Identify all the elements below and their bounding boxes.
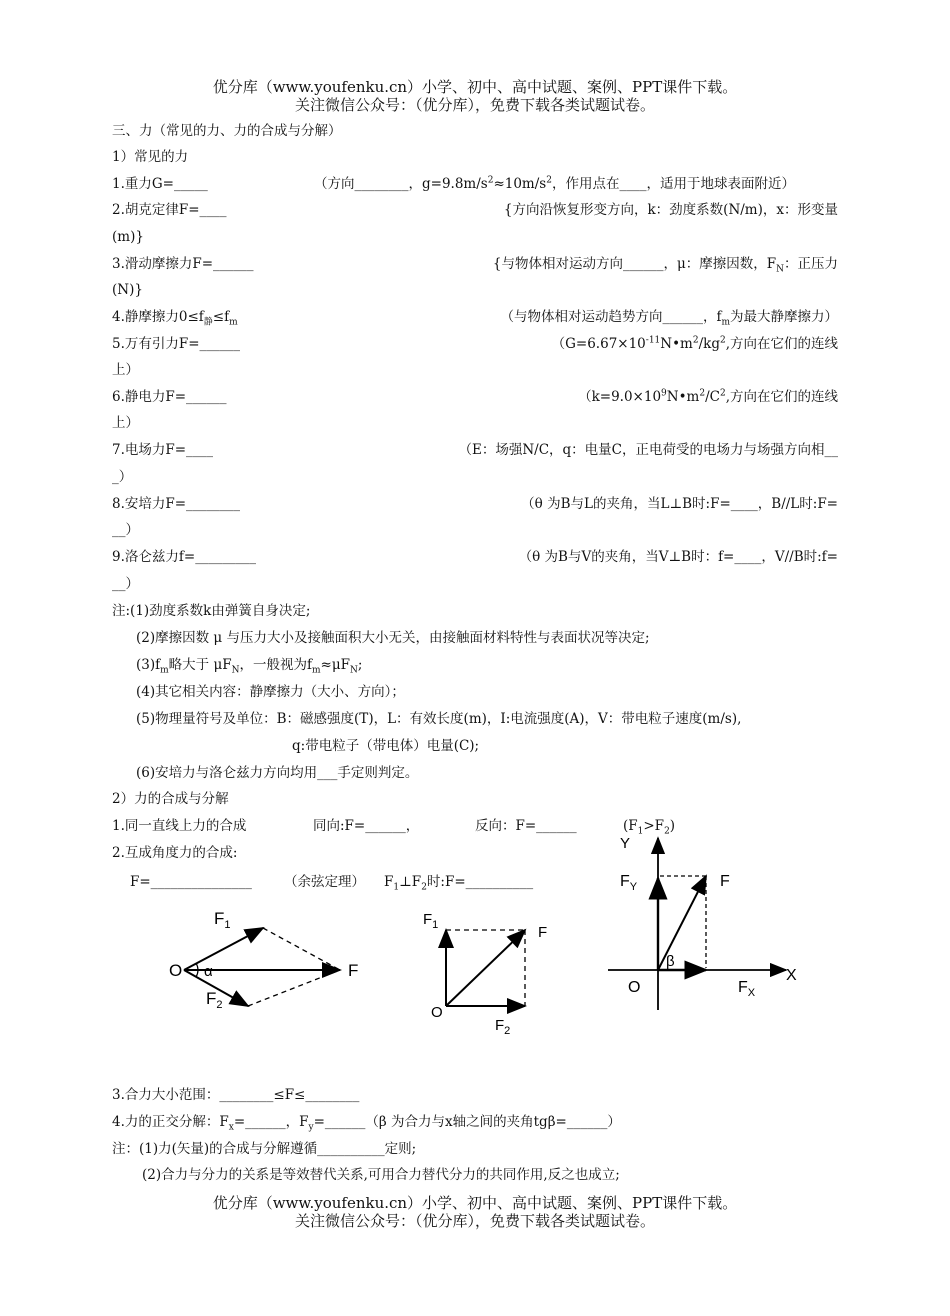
item-8-ampere-force: 8.安培力F=________ (112, 496, 241, 512)
label-y: Y (620, 835, 631, 852)
item-4-static-friction: 4.静摩擦力$0\le f_静\le f_m$ (112, 309, 238, 328)
label-f: F (538, 924, 548, 941)
note-2: (2)摩擦因数 μ 与压力大小及接触面积大小无关，由接触面材料特性与表面状况等决定; (136, 630, 650, 646)
footer-line-1: 优分库（www.youfenku.cn）小学、初中、高中试题、案例、PPT课件下载。 (212, 1194, 738, 1212)
label-f1: $F_1$ (423, 911, 439, 931)
label-fy: $F_Y$ (620, 873, 638, 893)
item-5-gravitation: 5.万有引力F=______ (112, 336, 241, 352)
comp-4-orthogonal: 4.力的正交分解：$F_x=\_\_\_\_\_\_$，$F_y=\_\_\_\_\_\_(\beta$ 为合力与x轴之间的夹角tgβ=______） (112, 1114, 621, 1133)
item-5-gravitation-detail: （$G=6.67\times 10^{-11}N•m^2/kg^2$,方向在它们的连线 (551, 335, 838, 352)
item-6-electrostatic: 6.静电力F=______ (112, 389, 227, 405)
footer-line-2: 关注微信公众号：（优分库），免费下载各类试题试卷。 (294, 1212, 655, 1230)
subsection-composition: 2）力的合成与分解 (112, 791, 229, 807)
item-8-ampere-force-detail: （θ 为B与L的夹角，当L⊥B时:F=____，B//L时:F= (521, 496, 838, 512)
item-9-lorentz-force-cont: __） (112, 576, 139, 592)
item-2-hooke-detail: {方向沿恢复形变方向，k：劲度系数(N/m)，x：形变量 (503, 202, 838, 218)
section-title: 三、力（常见的力、力的合成与分解） (112, 123, 342, 139)
label-beta: β (666, 953, 675, 970)
label-f2: $F_2$ (495, 1017, 511, 1035)
vector-f (446, 930, 525, 1006)
label-x: X (786, 967, 797, 984)
item-7-electric-field-force-detail: （E：场强N/C，q：电量C，正电荷受的电场力与场强方向相__ (458, 442, 838, 458)
item-4-static-friction-detail: （与物体相对运动趋势方向______，$f_m$为最大静摩擦力） (500, 309, 838, 328)
note-5-cont: q:带电粒子（带电体）电量(C); (292, 738, 480, 754)
item-6-electrostatic-cont: 上） (112, 415, 139, 431)
comp-1-label: 1.同一直线上力的合成 (112, 818, 247, 834)
label-f: F (720, 873, 730, 890)
item-9-lorentz-force: 9.洛仑兹力f=_________ (112, 549, 256, 565)
item-3-sliding-friction: 3.滑动摩擦力F=______ (112, 256, 254, 272)
item-9-lorentz-force-detail: （θ 为B与V的夹角，当V⊥B时：f=____，V//B时:f= (518, 549, 838, 565)
note-1: 注:(1)劲度系数k由弹簧自身决定; (112, 603, 311, 619)
subsection-common-forces: 1）常见的力 (112, 149, 189, 165)
label-fx: $F_X$ (738, 979, 756, 999)
comp-2-cosine-law: （余弦定理） (284, 874, 365, 890)
label-f1: $F_1$ (214, 909, 231, 931)
note-3: $(3)f_m$略大于 $\mu F_N$，一般视为$f_m\approx\mu F_N$; (136, 657, 363, 676)
header-line-1: 优分库（www.youfenku.cn）小学、初中、高中试题、案例、PPT课件下载。 (212, 78, 738, 96)
comp-1-same-direction: 同向:F=______， (313, 818, 420, 834)
item-2-hooke-cont: (m)} (112, 229, 144, 245)
label-o: O (431, 1004, 443, 1021)
comp-2-label: 2.互成角度力的合成: (112, 845, 238, 861)
note-6: (6)安培力与洛仑兹力方向均用___手定则判定。 (136, 765, 419, 781)
label-o: O (169, 961, 183, 980)
item-5-gravitation-cont: 上） (112, 362, 139, 378)
item-1-gravity: 1.重力G=_____ (112, 176, 208, 192)
label-o: O (628, 979, 641, 996)
diagram-orthogonal-decomposition (600, 830, 810, 1020)
item-6-electrostatic-detail: （$k=9.0\times 10^9N•m^2/C^2$,方向在它们的连线 (578, 388, 838, 405)
dashed-side-top (263, 928, 340, 970)
comp-2-perpendicular: $F_1\perp F_2$时:F=__________ (384, 874, 534, 893)
item-1-gravity-detail: （方向________，$g=9.8m/s^2\approx 10m/s^2$，作用点在____，适用于地球表面附近） (314, 175, 795, 192)
label-alpha: α (204, 963, 213, 980)
note-4: (4)其它相关内容：静摩擦力（大小、方向）； (136, 684, 405, 700)
item-8-ampere-force-cont: __） (112, 522, 139, 538)
diagram-parallelogram (160, 900, 370, 1015)
note2-2: (2)合力与分力的关系是等效替代关系,可用合力替代分力的共同作用,反之也成立; (142, 1167, 620, 1183)
dashed-side-bottom (248, 970, 340, 1006)
item-7-electric-field-force-cont: _） (112, 469, 133, 485)
item-3-sliding-friction-cont: (N)} (112, 282, 143, 298)
comp-1-opposite-direction: 反向：F=______ (475, 818, 577, 834)
note2-1: 注：(1)力(矢量)的合成与分解遵循__________定则; (112, 1141, 417, 1157)
item-2-hooke: 2.胡克定律F=____ (112, 202, 227, 218)
comp-1-condition: $(F_1>F_2)$ (623, 818, 676, 837)
item-7-electric-field-force: 7.电场力F=____ (112, 442, 214, 458)
diagram-rectangle (415, 905, 565, 1035)
comp-3-range: 3.合力大小范围：________≤F≤________ (112, 1087, 360, 1103)
label-f: F (348, 961, 359, 980)
header-line-2: 关注微信公众号：（优分库），免费下载各类试题试卷。 (294, 96, 655, 114)
item-3-sliding-friction-detail: {与物体相对运动方向______，μ：摩擦因数，$F_N$：正压力 (492, 256, 838, 275)
label-f2: $F_2$ (206, 989, 223, 1011)
comp-2-formula: F=_______________ (130, 874, 252, 890)
note-5: (5)物理量符号及单位：B：磁感强度(T)，L：有效长度(m)，I:电流强度(A)，V：带电粒子速度(m/s), (136, 711, 742, 727)
